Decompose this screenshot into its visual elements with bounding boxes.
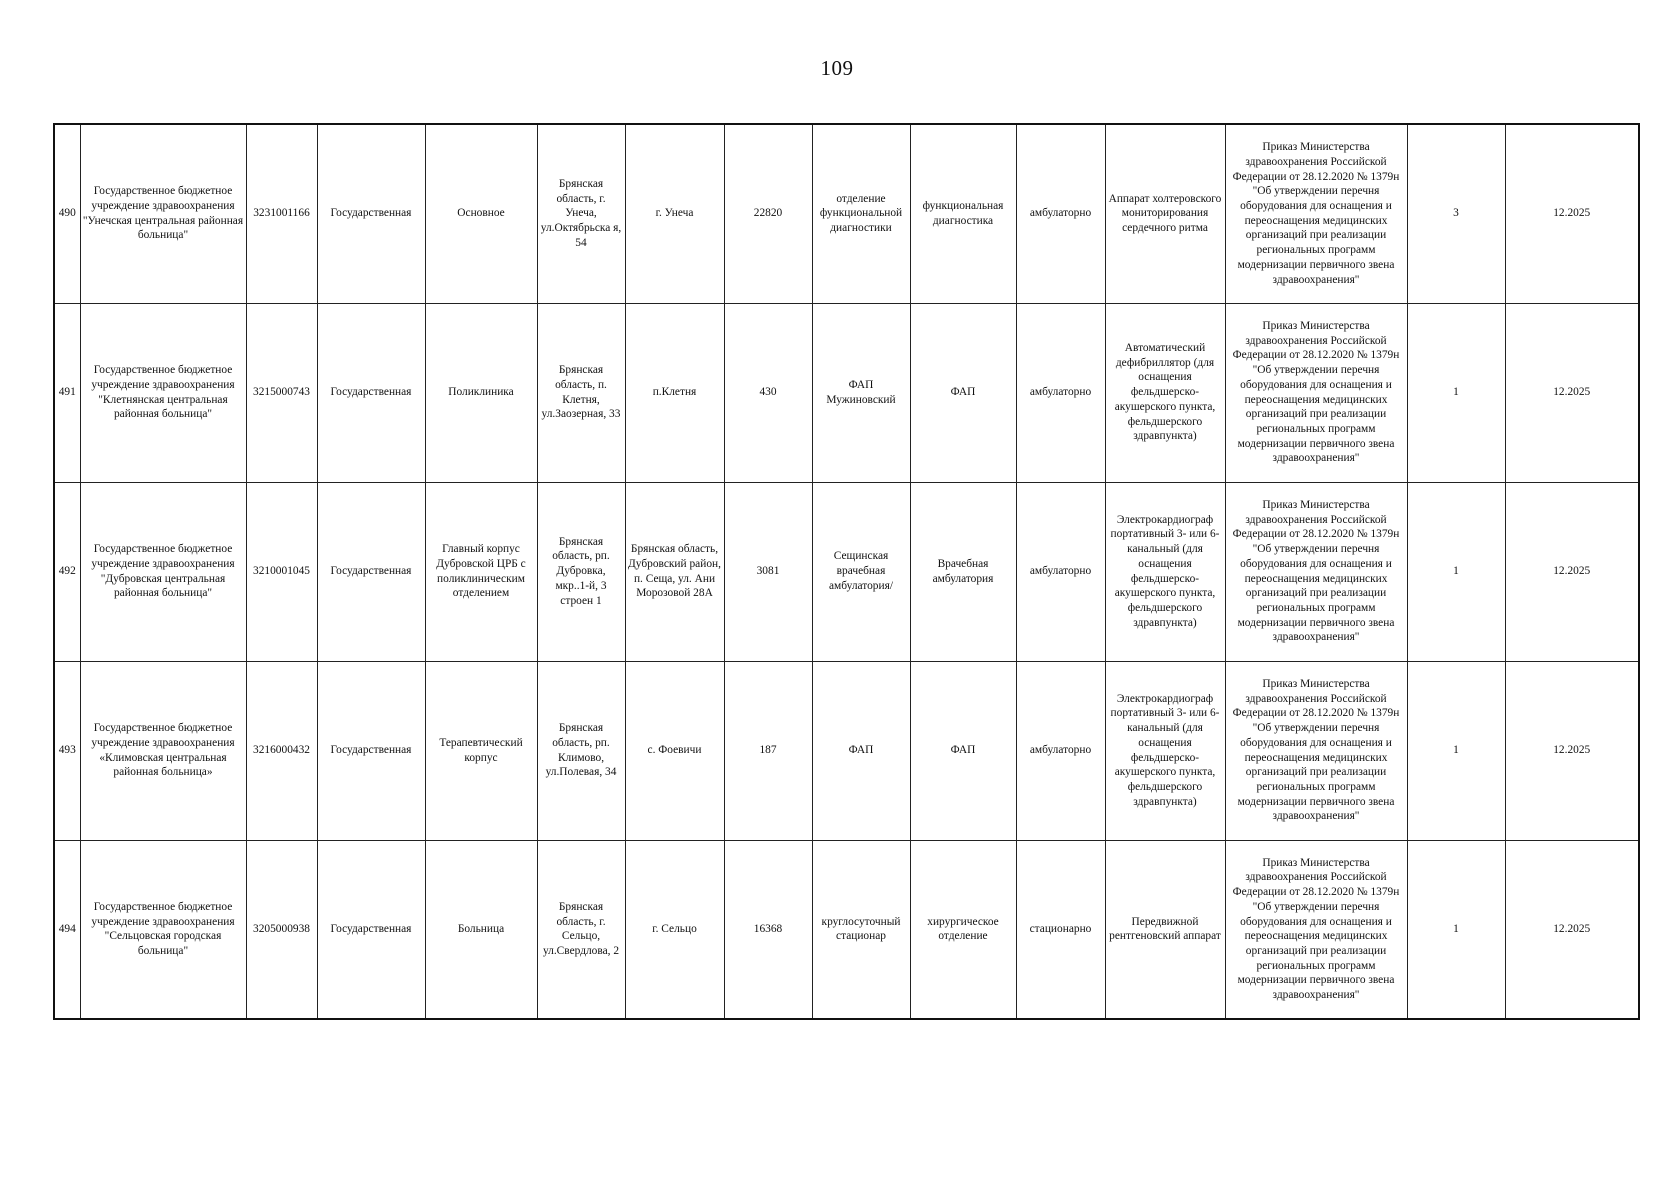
cell-unit: ФАП Мужиновский: [812, 303, 910, 482]
cell-address: Брянская область, рп. Дубровка, мкр..1-й, 3 строен 1: [537, 482, 625, 661]
cell-profile: ФАП: [910, 661, 1016, 840]
cell-population: 3081: [724, 482, 812, 661]
cell-org: Государственное бюджетное учреждение здравоохранения "Сельцовская городская больница": [80, 840, 246, 1019]
cell-qty: 1: [1407, 840, 1505, 1019]
cell-inn: 3216000432: [246, 661, 317, 840]
cell-profile: Врачебная амбулатория: [910, 482, 1016, 661]
cell-care: стационарно: [1016, 840, 1105, 1019]
cell-care: амбулаторно: [1016, 482, 1105, 661]
table-row: [54, 303, 1639, 482]
cell-org: Государственное бюджетное учреждение здравоохранения "Унечская центральная районная больница": [80, 124, 246, 303]
cell-unit: круглосуточный стационар: [812, 840, 910, 1019]
cell-num: 494: [54, 840, 80, 1019]
cell-equipment: Аппарат холтеровского мониторирования сердечного ритма: [1105, 124, 1225, 303]
cell-form: Государственная: [317, 661, 425, 840]
cell-basis: Приказ Министерства здравоохранения Российской Федерации от 28.12.2020 № 1379н "Об утверждении перечня оборудования для оснащения и переоснащения медицинских организаций при реализации региональных программ модернизации первичного звена здравоохранения": [1225, 482, 1407, 661]
cell-inn: 3210001045: [246, 482, 317, 661]
cell-date: 12.2025: [1505, 661, 1639, 840]
cell-qty: 1: [1407, 482, 1505, 661]
cell-qty: 3: [1407, 124, 1505, 303]
cell-building: Основное: [425, 124, 537, 303]
cell-building: Поликлиника: [425, 303, 537, 482]
cell-care: амбулаторно: [1016, 303, 1105, 482]
cell-settlement: г. Сельцо: [625, 840, 724, 1019]
cell-address: Брянская область, рп. Климово, ул.Полевая, 34: [537, 661, 625, 840]
table-row: [54, 840, 1639, 1019]
cell-org: Государственное бюджетное учреждение здравоохранения "Клетнянская центральная районная больница": [80, 303, 246, 482]
cell-basis: Приказ Министерства здравоохранения Российской Федерации от 28.12.2020 № 1379н "Об утверждении перечня оборудования для оснащения и переоснащения медицинских организаций при реализации региональных программ модернизации первичного звена здравоохранения": [1225, 661, 1407, 840]
cell-basis: Приказ Министерства здравоохранения Российской Федерации от 28.12.2020 № 1379н "Об утверждении перечня оборудования для оснащения и переоснащения медицинских организаций при реализации региональных программ модернизации первичного звена здравоохранения": [1225, 124, 1407, 303]
cell-settlement: Брянская область, Дубровский район, п. Сеща, ул. Ани Морозовой 28А: [625, 482, 724, 661]
cell-equipment: Электрокардиограф портативный 3- или 6-канальный (для оснащения фельдшерско-акушерского пункта, фельдшерского здравпункта): [1105, 482, 1225, 661]
cell-address: Брянская область, г. Сельцо, ул.Свердлова, 2: [537, 840, 625, 1019]
cell-date: 12.2025: [1505, 840, 1639, 1019]
cell-settlement: г. Унеча: [625, 124, 724, 303]
cell-form: Государственная: [317, 840, 425, 1019]
cell-form: Государственная: [317, 303, 425, 482]
cell-qty: 1: [1407, 661, 1505, 840]
cell-org: Государственное бюджетное учреждение здравоохранения «Климовская центральная районная больница»: [80, 661, 246, 840]
cell-unit: Сещинская врачебная амбулатория/: [812, 482, 910, 661]
cell-date: 12.2025: [1505, 303, 1639, 482]
cell-profile: ФАП: [910, 303, 1016, 482]
table-row: [54, 482, 1639, 661]
cell-building: Терапевтический корпус: [425, 661, 537, 840]
cell-num: 493: [54, 661, 80, 840]
cell-form: Государственная: [317, 482, 425, 661]
cell-date: 12.2025: [1505, 124, 1639, 303]
cell-equipment: Автоматический дефибриллятор (для оснащения фельдшерско-акушерского пункта, фельдшерского здравпункта): [1105, 303, 1225, 482]
cell-settlement: п.Клетня: [625, 303, 724, 482]
cell-unit: ФАП: [812, 661, 910, 840]
cell-unit: отделение функциональной диагностики: [812, 124, 910, 303]
cell-basis: Приказ Министерства здравоохранения Российской Федерации от 28.12.2020 № 1379н "Об утверждении перечня оборудования для оснащения и переоснащения медицинских организаций при реализации региональных программ модернизации первичного звена здравоохранения": [1225, 840, 1407, 1019]
equipment-table: [53, 123, 1640, 1020]
cell-basis: Приказ Министерства здравоохранения Российской Федерации от 28.12.2020 № 1379н "Об утверждении перечня оборудования для оснащения и переоснащения медицинских организаций при реализации региональных программ модернизации первичного звена здравоохранения": [1225, 303, 1407, 482]
cell-num: 491: [54, 303, 80, 482]
cell-form: Государственная: [317, 124, 425, 303]
table-row: [54, 661, 1639, 840]
cell-equipment: Электрокардиограф портативный 3- или 6-канальный (для оснащения фельдшерско-акушерского пункта, фельдшерского здравпункта): [1105, 661, 1225, 840]
table-body: [54, 124, 1639, 1019]
cell-population: 430: [724, 303, 812, 482]
cell-population: 187: [724, 661, 812, 840]
cell-inn: 3231001166: [246, 124, 317, 303]
cell-qty: 1: [1407, 303, 1505, 482]
cell-address: Брянская область, г. Унеча, ул.Октябрьска я, 54: [537, 124, 625, 303]
cell-date: 12.2025: [1505, 482, 1639, 661]
cell-org: Государственное бюджетное учреждение здравоохранения "Дубровская центральная районная больница": [80, 482, 246, 661]
page-number: 109: [820, 56, 854, 80]
cell-equipment: Передвижной рентгеновский аппарат: [1105, 840, 1225, 1019]
cell-num: 492: [54, 482, 80, 661]
cell-profile: функциональная диагностика: [910, 124, 1016, 303]
table-row: [54, 124, 1639, 303]
cell-address: Брянская область, п. Клетня, ул.Заозерная, 33: [537, 303, 625, 482]
cell-settlement: с. Фоевичи: [625, 661, 724, 840]
cell-inn: 3205000938: [246, 840, 317, 1019]
cell-care: амбулаторно: [1016, 661, 1105, 840]
cell-num: 490: [54, 124, 80, 303]
cell-population: 22820: [724, 124, 812, 303]
cell-building: Больница: [425, 840, 537, 1019]
cell-population: 16368: [724, 840, 812, 1019]
cell-building: Главный корпус Дубровской ЦРБ с поликлиническим отделением: [425, 482, 537, 661]
cell-profile: хирургическое отделение: [910, 840, 1016, 1019]
cell-inn: 3215000743: [246, 303, 317, 482]
cell-care: амбулаторно: [1016, 124, 1105, 303]
